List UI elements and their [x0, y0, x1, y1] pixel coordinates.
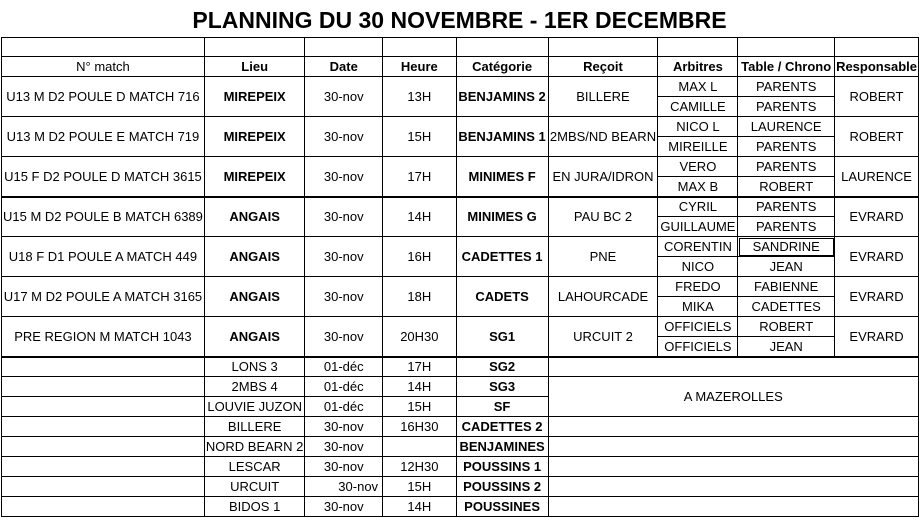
match-lieu[interactable]: ANGAIS [204, 317, 305, 357]
match-categorie[interactable]: CADETS [456, 277, 548, 317]
away-blank-wide[interactable] [548, 417, 918, 437]
away-row [2, 417, 919, 437]
away-blank[interactable] [2, 377, 205, 397]
match-arbitre-1[interactable]: NICO L [658, 117, 738, 137]
match-table-1[interactable]: PARENTS [738, 77, 835, 97]
match-table-1[interactable]: FABIENNE [738, 277, 835, 297]
away-blank[interactable] [2, 437, 205, 457]
match-arbitre-1[interactable]: VERO [658, 157, 738, 177]
match-lieu[interactable]: MIREPEIX [204, 77, 305, 117]
away-blank[interactable] [2, 357, 205, 377]
match-arbitre-1[interactable]: MAX L [658, 77, 738, 97]
match-name[interactable]: U17 M D2 POULE A MATCH 3165 [2, 277, 205, 317]
match-table-2[interactable]: ROBERT [738, 177, 835, 197]
match-table-2[interactable]: PARENTS [738, 217, 835, 237]
match-recoit[interactable]: BILLERE [548, 77, 658, 117]
match-recoit[interactable]: EN JURA/IDRON [548, 157, 658, 197]
match-date[interactable]: 30-nov [305, 77, 383, 117]
away-date[interactable]: 01-déc [305, 397, 383, 417]
match-recoit[interactable]: 2MBS/ND BEARN [548, 117, 658, 157]
match-row [2, 277, 919, 297]
away-row [2, 497, 919, 517]
match-table-1[interactable]: LAURENCE [738, 117, 835, 137]
match-table-2[interactable]: PARENTS [738, 97, 835, 117]
away-blank[interactable] [2, 457, 205, 477]
match-heure[interactable]: 18H [383, 277, 457, 317]
header-table-chrono[interactable]: Table / Chrono [738, 57, 835, 77]
match-categorie[interactable]: CADETTES 1 [456, 237, 548, 277]
away-blank-wide[interactable] [548, 457, 918, 477]
match-heure[interactable]: 17H [383, 157, 457, 197]
match-lieu[interactable]: ANGAIS [204, 277, 305, 317]
match-heure[interactable]: 14H [383, 197, 457, 237]
away-categorie[interactable]: SG2 [456, 357, 548, 377]
match-date[interactable]: 30-nov [305, 237, 383, 277]
cell[interactable] [456, 38, 548, 57]
match-heure[interactable]: 20H30 [383, 317, 457, 357]
match-arbitre-2[interactable]: GUILLAUME [658, 217, 738, 237]
match-arbitre-1[interactable]: OFFICIELS [658, 317, 738, 337]
away-blank-wide[interactable] [548, 497, 918, 517]
match-responsable[interactable]: ROBERT [835, 77, 919, 117]
away-row [2, 437, 919, 457]
match-row [2, 117, 919, 137]
away-heure[interactable]: 15H [383, 397, 457, 417]
away-heure[interactable]: 12H30 [383, 457, 457, 477]
cell[interactable] [204, 38, 305, 57]
match-heure[interactable]: 16H [383, 237, 457, 277]
away-heure[interactable]: 16H30 [383, 417, 457, 437]
cell[interactable] [548, 38, 658, 57]
away-date[interactable]: 01-déc [305, 377, 383, 397]
match-arbitre-1[interactable]: CYRIL [658, 197, 738, 217]
match-arbitre-2[interactable]: OFFICIELS [658, 337, 738, 357]
table-body [2, 38, 919, 517]
match-responsable[interactable]: LAURENCE [835, 157, 919, 197]
planning-table [1, 37, 919, 517]
away-date[interactable]: 30-nov [305, 437, 383, 457]
match-table-2[interactable]: JEAN [738, 257, 835, 277]
match-name[interactable]: U15 M D2 POULE B MATCH 6389 [2, 197, 205, 237]
match-date[interactable]: 30-nov [305, 197, 383, 237]
away-blank[interactable] [2, 477, 205, 497]
away-heure[interactable]: 14H [383, 377, 457, 397]
away-date[interactable]: 30-nov [305, 417, 383, 437]
match-arbitre-1[interactable]: FREDO [658, 277, 738, 297]
cell[interactable] [835, 38, 919, 57]
match-arbitre-2[interactable]: CAMILLE [658, 97, 738, 117]
match-date[interactable]: 30-nov [305, 277, 383, 317]
match-name[interactable]: PRE REGION M MATCH 1043 [2, 317, 205, 357]
header-match[interactable]: N° match [2, 57, 205, 77]
match-arbitre-1[interactable]: CORENTIN [658, 237, 738, 257]
match-date[interactable]: 30-nov [305, 117, 383, 157]
away-date[interactable]: 01-déc [305, 357, 383, 377]
match-table-1[interactable]: PARENTS [738, 197, 835, 217]
match-arbitre-2[interactable]: MIKA [658, 297, 738, 317]
match-categorie[interactable]: BENJAMINS 2 [456, 77, 548, 117]
match-arbitre-2[interactable]: NICO [658, 257, 738, 277]
match-arbitre-2[interactable]: MAX B [658, 177, 738, 197]
header-recoit[interactable]: Reçoit [548, 57, 658, 77]
away-lieu[interactable]: BIDOS 1 [204, 497, 305, 517]
header-arbitres[interactable]: Arbitres [658, 57, 738, 77]
match-name[interactable]: U18 F D1 POULE A MATCH 449 [2, 237, 205, 277]
away-date[interactable]: 30-nov [305, 497, 383, 517]
away-categorie[interactable]: POUSSINES [456, 497, 548, 517]
match-row [2, 77, 919, 97]
away-lieu[interactable]: LONS 3 [204, 357, 305, 377]
cell[interactable] [658, 38, 738, 57]
away-row [2, 457, 919, 477]
away-blank[interactable] [2, 417, 205, 437]
away-categorie[interactable]: POUSSINS 2 [456, 477, 548, 497]
away-heure[interactable]: 14H [383, 497, 457, 517]
header-heure[interactable]: Heure [383, 57, 457, 77]
match-lieu[interactable]: ANGAIS [204, 197, 305, 237]
match-lieu[interactable]: MIREPEIX [204, 157, 305, 197]
away-heure[interactable] [383, 437, 457, 457]
match-responsable[interactable]: EVRARD [835, 237, 919, 277]
away-blank[interactable] [2, 497, 205, 517]
away-date[interactable]: 30-nov [305, 477, 383, 497]
away-categorie[interactable]: SF [456, 397, 548, 417]
header-categorie[interactable]: Catégorie [456, 57, 548, 77]
away-blank[interactable] [2, 397, 205, 417]
match-recoit[interactable]: PNE [548, 237, 658, 277]
cell[interactable] [2, 38, 205, 57]
away-categorie[interactable]: POUSSINS 1 [456, 457, 548, 477]
match-row [2, 157, 919, 177]
away-categorie[interactable]: BENJAMINES [456, 437, 548, 457]
match-categorie[interactable]: MINIMES G [456, 197, 548, 237]
away-heure[interactable]: 15H [383, 477, 457, 497]
away-date[interactable]: 30-nov [305, 457, 383, 477]
header-lieu[interactable]: Lieu [204, 57, 305, 77]
away-lieu[interactable]: NORD BEARN 2 [204, 437, 305, 457]
away-blank-wide[interactable] [548, 437, 918, 457]
match-date[interactable]: 30-nov [305, 157, 383, 197]
away-note[interactable]: A MAZEROLLES [548, 377, 918, 417]
match-responsable[interactable]: EVRARD [835, 317, 919, 357]
match-heure[interactable]: 15H [383, 117, 457, 157]
match-categorie[interactable]: SG1 [456, 317, 548, 357]
match-name[interactable]: U13 M D2 POULE E MATCH 719 [2, 117, 205, 157]
header-responsable[interactable]: Responsable [835, 57, 919, 77]
away-blank-wide[interactable] [548, 477, 918, 497]
match-table-1[interactable]: ROBERT [738, 317, 835, 337]
match-table-2[interactable]: PARENTS [738, 137, 835, 157]
away-row [2, 377, 919, 397]
away-categorie[interactable]: SG3 [456, 377, 548, 397]
header-date[interactable]: Date [305, 57, 383, 77]
match-responsable[interactable]: EVRARD [835, 277, 919, 317]
away-lieu[interactable]: 2MBS 4 [204, 377, 305, 397]
spacer-row [2, 38, 919, 57]
planning-title: PLANNING DU 30 NOVEMBRE - 1ER DECEMBRE [192, 7, 727, 33]
match-lieu[interactable]: ANGAIS [204, 237, 305, 277]
away-lieu[interactable]: LESCAR [204, 457, 305, 477]
match-name[interactable]: U15 F D2 POULE D MATCH 3615 [2, 157, 205, 197]
match-table-1[interactable]: SANDRINE [738, 237, 835, 257]
match-table-1[interactable]: PARENTS [738, 157, 835, 177]
cell[interactable] [305, 38, 383, 57]
header-row [2, 57, 919, 77]
match-recoit[interactable]: PAU BC 2 [548, 197, 658, 237]
away-row [2, 357, 919, 377]
match-date[interactable]: 30-nov [305, 317, 383, 357]
away-lieu[interactable]: LOUVIE JUZON [204, 397, 305, 417]
cell[interactable] [738, 38, 835, 57]
match-heure[interactable]: 13H [383, 77, 457, 117]
away-row [2, 477, 919, 497]
match-table-2[interactable]: CADETTES [738, 297, 835, 317]
match-row [2, 317, 919, 337]
cell[interactable] [383, 38, 457, 57]
away-lieu[interactable]: URCUIT [204, 477, 305, 497]
away-categorie[interactable]: CADETTES 2 [456, 417, 548, 437]
match-recoit[interactable]: LAHOURCADE [548, 277, 658, 317]
match-responsable[interactable]: ROBERT [835, 117, 919, 157]
match-categorie[interactable]: MINIMES F [456, 157, 548, 197]
match-categorie[interactable]: BENJAMINS 1 [456, 117, 548, 157]
match-arbitre-2[interactable]: MIREILLE [658, 137, 738, 157]
match-row [2, 237, 919, 257]
match-table-2[interactable]: JEAN [738, 337, 835, 357]
match-lieu[interactable]: MIREPEIX [204, 117, 305, 157]
match-responsable[interactable]: EVRARD [835, 197, 919, 237]
away-heure[interactable]: 17H [383, 357, 457, 377]
match-recoit[interactable]: URCUIT 2 [548, 317, 658, 357]
away-lieu[interactable]: BILLERE [204, 417, 305, 437]
match-name[interactable]: U13 M D2 POULE D MATCH 716 [2, 77, 205, 117]
away-blank-wide[interactable] [548, 357, 918, 377]
match-row [2, 197, 919, 217]
